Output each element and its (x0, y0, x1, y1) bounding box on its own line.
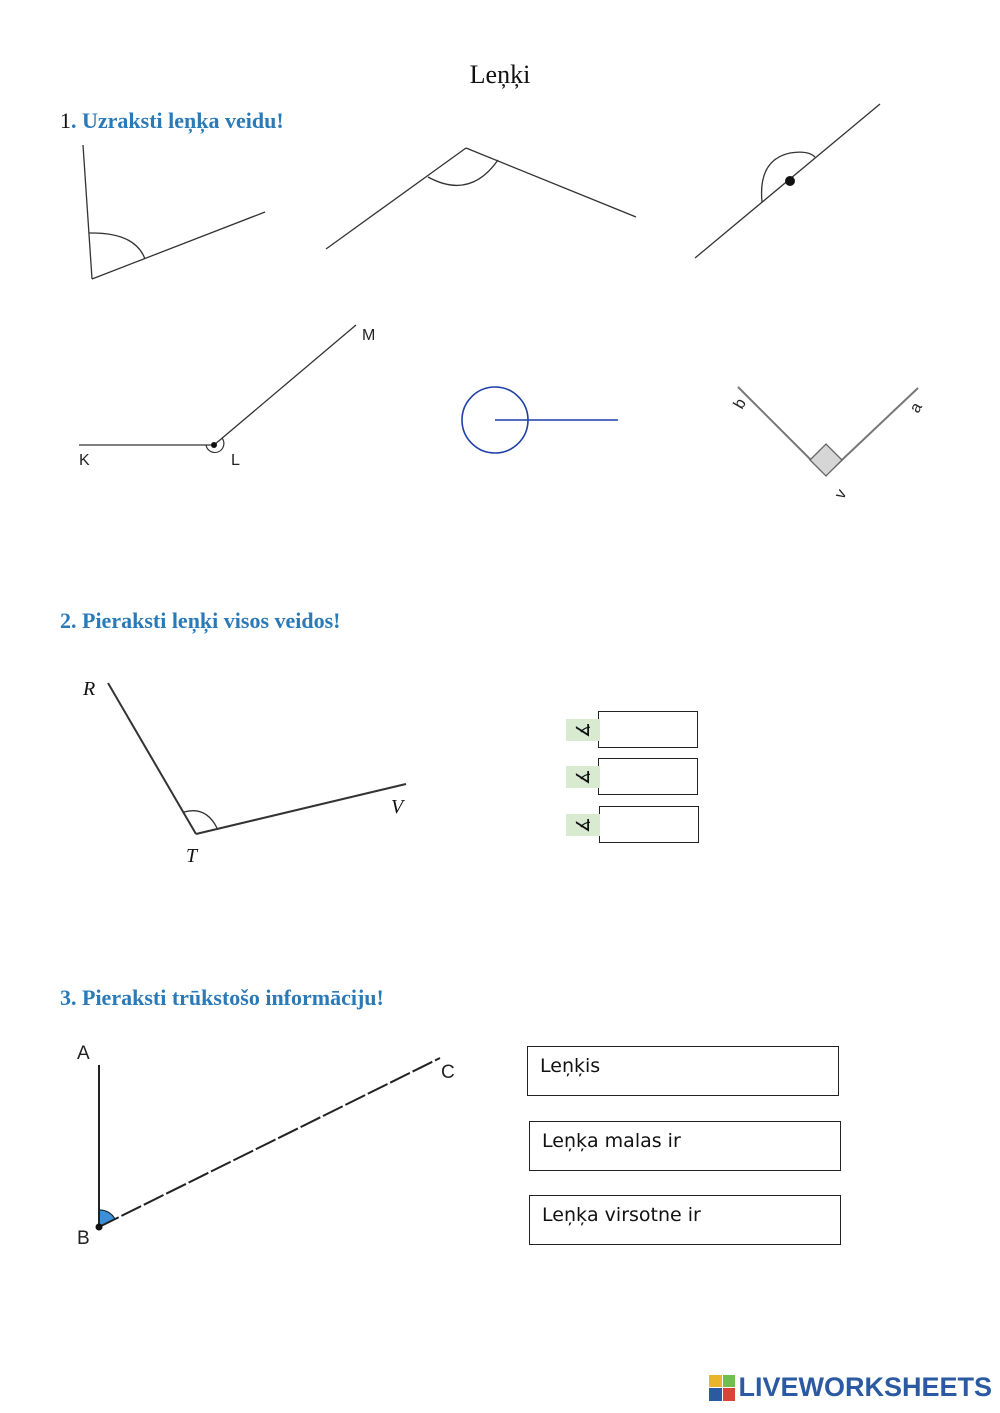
logo-square-2 (723, 1375, 736, 1388)
section-2-heading: 2. Pieraksti leņķi visos veidos! (60, 608, 341, 633)
angle-answer-row-1 (572, 711, 698, 748)
angle-symbol-icon: ∡ (566, 719, 600, 741)
point-label-t: T (186, 845, 198, 867)
point-label-a: A (77, 1043, 90, 1064)
side-label-a: a (906, 399, 926, 416)
logo-square-4 (723, 1388, 736, 1401)
liveworksheets-logo-icon (709, 1375, 735, 1401)
section-1-number: 1 (60, 108, 71, 133)
liveworksheets-brand (709, 1372, 992, 1403)
angle-answer-input-2[interactable] (598, 758, 698, 795)
acute-angle-figure (83, 145, 265, 279)
full-angle-figure (462, 387, 618, 453)
point-label-r: R (83, 678, 96, 700)
point-label-m: M (362, 327, 376, 344)
obtuse-angle-figure (326, 148, 636, 249)
point-label-c: C (441, 1062, 455, 1083)
straight-angle-figure (695, 104, 880, 258)
logo-square-1 (709, 1375, 722, 1388)
angle-rtv-figure (82, 678, 406, 867)
angle-answer-input-1[interactable] (598, 711, 698, 748)
angle-name-input[interactable]: Leņķis (527, 1046, 839, 1096)
section-3-heading: 3. Pieraksti trūkstošo informāciju! (60, 985, 384, 1010)
angle-vertex-input[interactable]: Leņķa virsotne ir (529, 1195, 841, 1245)
angle-symbol-icon: ∡ (566, 814, 600, 836)
point-label-l: L (231, 452, 240, 469)
angle-symbol-icon: ∡ (566, 766, 600, 788)
point-label-k: K (79, 452, 90, 469)
vertex-label-v: v (831, 486, 851, 502)
logo-square-3 (709, 1388, 722, 1401)
page-title: Leņķi (469, 60, 531, 89)
point-label-b: B (77, 1228, 90, 1249)
section-1-heading-text: . Uzraksti leņķa veidu! (71, 108, 284, 133)
brand-text: LIVEWORKSHEETS (738, 1372, 992, 1402)
side-label-b: b (730, 395, 750, 412)
reflex-angle-figure (79, 325, 375, 469)
angle-answer-row-3 (572, 806, 699, 843)
point-label-v: V (391, 796, 404, 818)
angle-abc-figure (77, 1043, 455, 1249)
angle-sides-input[interactable]: Leņķa malas ir (529, 1121, 841, 1171)
right-angle-figure (731, 387, 926, 502)
angle-answer-input-3[interactable] (599, 806, 699, 843)
angle-answer-row-2 (572, 758, 698, 795)
